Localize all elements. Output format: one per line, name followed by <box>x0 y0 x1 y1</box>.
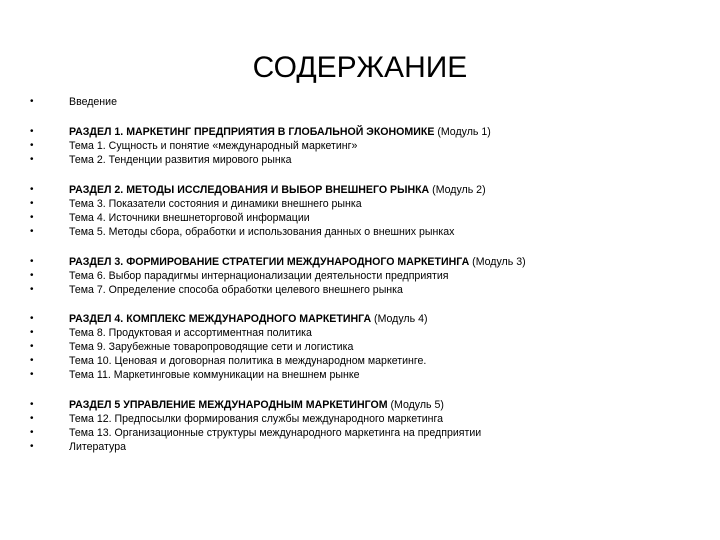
section-heading: РАЗДЕЛ 2. МЕТОДЫ ИССЛЕДОВАНИЯ И ВЫБОР ВНЕШНЕГО РЫНКА <box>69 184 430 196</box>
bullet: • <box>30 270 34 281</box>
bullet: • <box>30 355 34 366</box>
bullet: • <box>30 126 34 137</box>
module-label: (Модуль 5) <box>387 399 444 411</box>
bullet: • <box>30 341 34 352</box>
bullet: • <box>30 427 34 438</box>
bullet: • <box>30 226 34 237</box>
section-heading: РАЗДЕЛ 3. ФОРМИРОВАНИЕ СТРАТЕГИИ МЕЖДУНАРОДНОГО МАРКЕТИНГА <box>69 256 470 268</box>
page-title: СОДЕРЖАНИЕ <box>252 51 468 84</box>
section-heading: РАЗДЕЛ 4. КОМПЛЕКС МЕЖДУНАРОДНОГО МАРКЕТИНГА <box>69 313 372 325</box>
bullet: • <box>30 413 34 424</box>
bullet: • <box>30 140 34 151</box>
module-label: (Модуль 3) <box>469 256 526 268</box>
bullet: • <box>30 198 34 209</box>
bullet: • <box>30 313 34 324</box>
bullet: • <box>30 441 34 452</box>
bullet: • <box>30 369 34 380</box>
module-label: (Модуль 2) <box>429 184 486 196</box>
bullet: • <box>30 96 34 107</box>
section-heading: РАЗДЕЛ 1. МАРКЕТИНГ ПРЕДПРИЯТИЯ В ГЛОБАЛЬНОЙ ЭКОНОМИКЕ <box>69 126 435 138</box>
bullet: • <box>30 212 34 223</box>
bullet: • <box>30 284 34 295</box>
bullet: • <box>30 184 34 195</box>
bullet: • <box>30 154 34 165</box>
section-heading: РАЗДЕЛ 5 УПРАВЛЕНИЕ МЕЖДУНАРОДНЫМ МАРКЕТИНГОМ <box>69 399 388 411</box>
module-label: (Модуль 4) <box>371 313 428 325</box>
bullet: • <box>30 327 34 338</box>
bullet: • <box>30 399 34 410</box>
module-label: (Модуль 1) <box>434 126 491 138</box>
bullet: • <box>30 256 34 267</box>
